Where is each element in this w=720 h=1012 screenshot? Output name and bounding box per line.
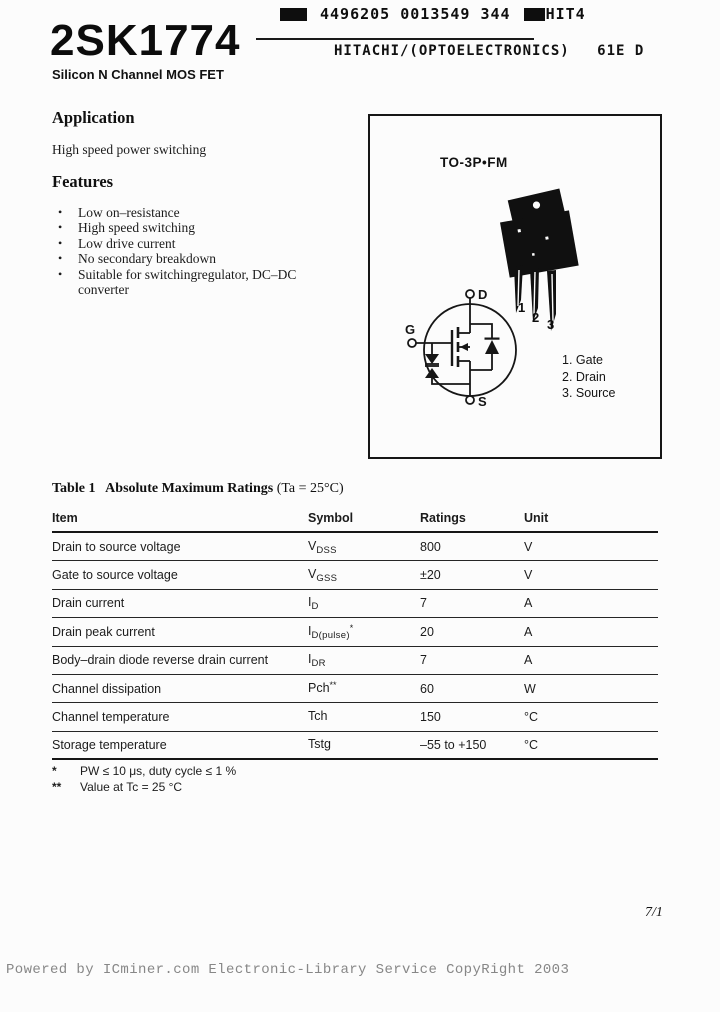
- source-terminal-label: S: [478, 394, 487, 409]
- gate-terminal-label: G: [405, 322, 416, 337]
- feature-item: • Low on–resistance: [56, 205, 324, 220]
- item-cell: Channel dissipation: [52, 681, 162, 696]
- item-cell: Storage temperature: [52, 737, 167, 752]
- mosfet-circuit-symbol: [388, 278, 560, 430]
- unit-cell: °C: [524, 710, 539, 725]
- footnote-text: PW ≤ 10 μs, duty cycle ≤ 1 %: [80, 764, 237, 778]
- symbol-cell: Tch: [308, 709, 328, 724]
- item-cell: Body–drain diode reverse drain current: [52, 653, 269, 668]
- symbol-cell: Tstg: [308, 736, 331, 751]
- footnote-row: [52, 780, 236, 796]
- rating-cell: 7: [420, 596, 427, 611]
- col-header-item: Item: [52, 510, 78, 525]
- package-outline-box: [368, 114, 662, 459]
- drain-terminal-label: D: [478, 287, 488, 302]
- part-number-title: 2SK1774: [50, 16, 241, 65]
- feature-item: • High speed switching: [56, 220, 324, 235]
- table-header-row: [52, 504, 658, 533]
- symbol-cell: $I_{D(pulse)}^*$: [308, 622, 354, 641]
- item-cell: Gate to source voltage: [52, 568, 178, 583]
- col-header-ratings: Ratings: [420, 510, 466, 525]
- footnote-marker: *: [52, 764, 57, 778]
- symbol-cell: $V_{GSS}$: [308, 567, 338, 585]
- pin-number-3: 3: [547, 317, 555, 332]
- feature-item: • Low drive current: [56, 236, 324, 251]
- table-row: [52, 647, 658, 675]
- application-heading: Application: [52, 108, 135, 127]
- barcode-block-icon: [280, 8, 307, 21]
- unit-cell: °C: [524, 737, 539, 752]
- table-row: [52, 675, 658, 703]
- table-title-condition: (Ta = 25°C): [276, 481, 344, 496]
- table-title: [52, 481, 344, 497]
- item-cell: Channel temperature: [52, 710, 170, 725]
- item-cell: Drain peak current: [52, 624, 155, 639]
- page-number: 7/1: [645, 905, 663, 920]
- title-rule: [256, 38, 534, 40]
- device-subtitle: Silicon N Channel MOS FET: [52, 67, 224, 82]
- pin-legend-source: 3. Source: [562, 386, 616, 400]
- features-list: [56, 205, 324, 297]
- table-row: [52, 533, 658, 561]
- symbol-cell: $I_{DR}$: [308, 652, 326, 670]
- item-cell: Drain current: [52, 596, 125, 611]
- col-header-symbol: Symbol: [308, 510, 354, 525]
- table-row: [52, 732, 658, 760]
- unit-cell: V: [524, 539, 533, 554]
- table-footnotes: [52, 764, 236, 795]
- footnote-marker: **: [52, 779, 62, 794]
- stamp-number: 4496205 0013549 344: [320, 5, 511, 23]
- footnote-row: [52, 764, 236, 780]
- symbol-cell: $I_D$: [308, 595, 319, 613]
- rating-cell: 7: [420, 653, 427, 668]
- pin-legend-gate: 1. Gate: [562, 353, 603, 367]
- vendor-name: HITACHI/(OPTOELECTRONICS): [334, 43, 570, 59]
- table-row: [52, 561, 658, 589]
- barcode-block-icon: [524, 8, 545, 21]
- col-header-unit: Unit: [524, 510, 549, 525]
- rating-cell: ±20: [420, 568, 441, 583]
- features-heading: Features: [52, 172, 114, 191]
- application-text: High speed power switching: [52, 142, 207, 157]
- rating-cell: 150: [420, 710, 441, 725]
- rating-cell: 20: [420, 624, 434, 639]
- vendor-line: [334, 43, 644, 59]
- item-cell: Drain to source voltage: [52, 539, 181, 554]
- unit-cell: A: [524, 653, 533, 668]
- unit-cell: A: [524, 624, 533, 639]
- feature-item: • No secondary breakdown: [56, 251, 324, 266]
- stamp-suffix: HIT4: [545, 5, 586, 23]
- unit-cell: V: [524, 568, 533, 583]
- table-row: [52, 590, 658, 618]
- pin-legend-drain: 2. Drain: [562, 369, 606, 384]
- unit-cell: W: [524, 681, 536, 696]
- rating-cell: 60: [420, 681, 434, 696]
- footer-watermark: Powered by ICminer.com Electronic-Library Service CopyRight 2003: [6, 962, 570, 978]
- feature-item: • Suitable for switchingregulator, DC–DC converter: [56, 267, 324, 298]
- table-row: [52, 703, 658, 731]
- package-name: TO-3P•FM: [440, 155, 508, 170]
- rating-cell: –55 to +150: [420, 737, 487, 752]
- abs-max-ratings-table: [52, 504, 658, 760]
- ocr-stamp-line: [280, 5, 586, 23]
- symbol-cell: Pch**: [308, 679, 337, 695]
- doc-code: 61E D: [597, 43, 645, 59]
- rating-cell: 800: [420, 539, 441, 554]
- table-row: [52, 618, 658, 646]
- pin-legend: [562, 352, 616, 402]
- pin-number-1: 1: [518, 300, 526, 315]
- pin-number-2: 2: [532, 310, 540, 325]
- symbol-cell: $V_{DSS}$: [308, 538, 337, 556]
- table-title-bold: Table 1 Absolute Maximum Ratings: [52, 481, 277, 496]
- unit-cell: A: [524, 596, 533, 611]
- footnote-text: Value at Tc = 25 °C: [80, 779, 183, 794]
